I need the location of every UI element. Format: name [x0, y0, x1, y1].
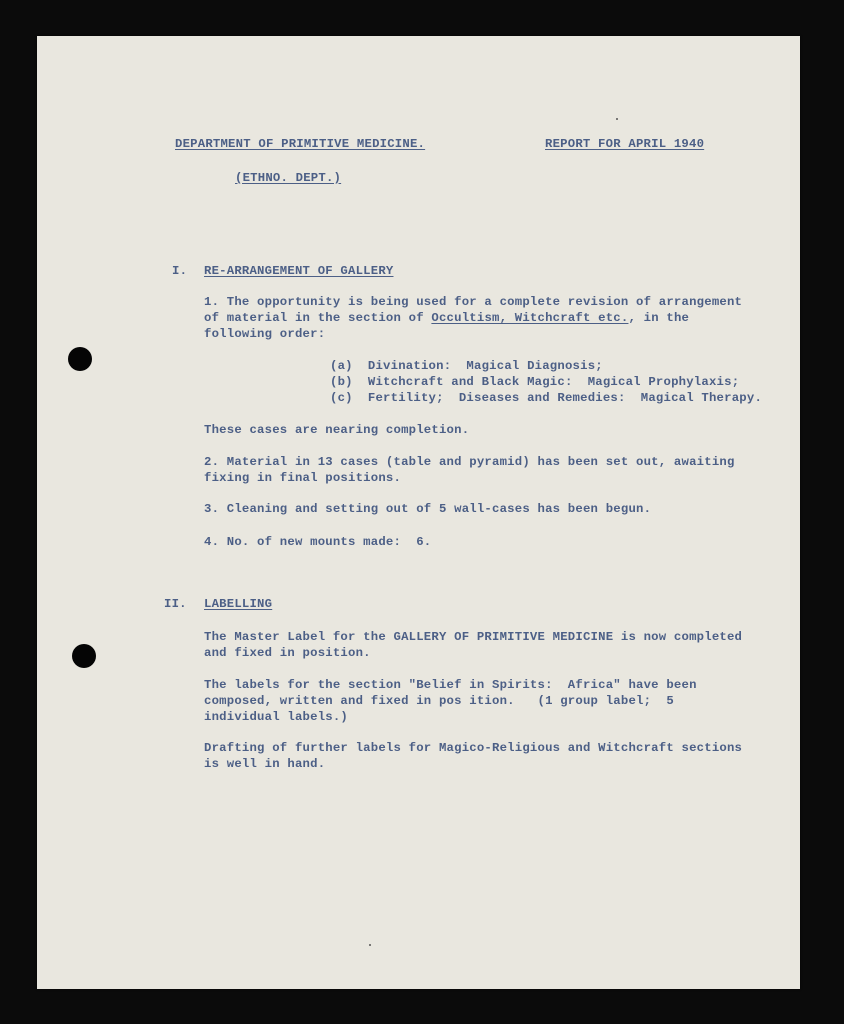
department-title: DEPARTMENT OF PRIMITIVE MEDICINE. — [175, 137, 426, 151]
paragraph-line — [204, 310, 689, 326]
punch-hole-bottom — [72, 644, 96, 668]
paper-speck — [369, 944, 371, 946]
paragraph-line: These cases are nearing completion. — [204, 423, 470, 437]
section-heading: LABELLING — [204, 597, 273, 611]
text-span: , in the — [628, 311, 690, 325]
list-item: (a) Divination: Magical Diagnosis; — [330, 359, 603, 373]
paragraph-line: The labels for the section "Belief in Spirits: Africa" have been — [204, 678, 697, 692]
underlined-phrase: Occultism, Witchcraft etc. — [431, 311, 629, 325]
paragraph-line: 1. The opportunity is being used for a complete revision of arrangement — [204, 295, 743, 309]
report-title: REPORT FOR APRIL 1940 — [545, 137, 705, 151]
paragraph-line: 2. Material in 13 cases (table and pyramid) has been set out, awaiting — [204, 455, 735, 469]
section-number: II. — [164, 597, 187, 611]
list-item: (b) Witchcraft and Black Magic: Magical Prophylaxis; — [330, 375, 740, 389]
section-heading: RE-ARRANGEMENT OF GALLERY — [204, 264, 394, 278]
section-number: I. — [172, 264, 188, 278]
paragraph-line: individual labels.) — [204, 710, 349, 724]
paragraph-line: 3. Cleaning and setting out of 5 wall-cases has been begun. — [204, 502, 652, 516]
punch-hole-top — [68, 347, 92, 371]
paragraph-line: fixing in final positions. — [204, 471, 402, 485]
paragraph-line: The Master Label for the GALLERY OF PRIMITIVE MEDICINE is now completed — [204, 630, 743, 644]
paragraph-line: Drafting of further labels for Magico-Religious and Witchcraft sections — [204, 741, 743, 755]
text-span: of material in the section of — [204, 311, 432, 325]
paragraph-line: and fixed in position. — [204, 646, 371, 660]
paper-speck — [616, 118, 618, 120]
paragraph-line: 4. No. of new mounts made: 6. — [204, 535, 432, 549]
sub-department: (ETHNO. DEPT.) — [235, 171, 342, 185]
document-page — [37, 36, 800, 989]
paragraph-line: is well in hand. — [204, 757, 326, 771]
paragraph-line: following order: — [204, 327, 326, 341]
list-item: (c) Fertility; Diseases and Remedies: Magical Therapy. — [330, 391, 763, 405]
paragraph-line: composed, written and fixed in pos ition. (1 group label; 5 — [204, 694, 674, 708]
